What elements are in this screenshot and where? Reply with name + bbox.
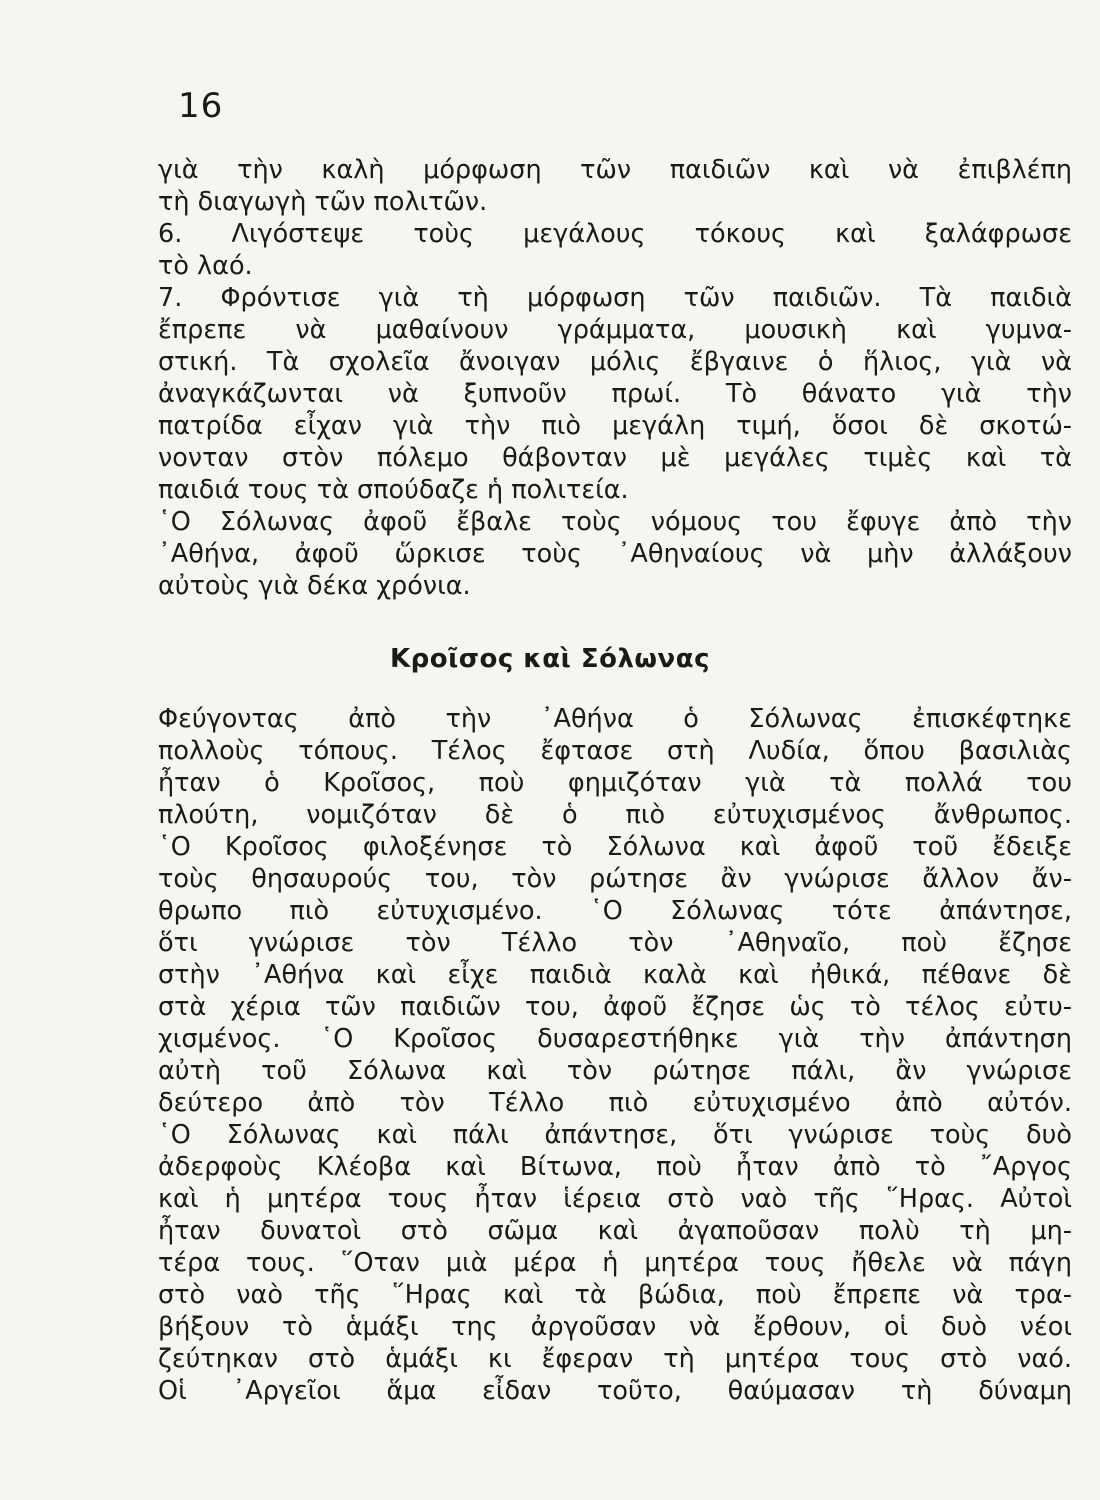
text-line: στὸ ναὸ τῆς ῞Ηρας καὶ τὰ βώδια, ποὺ ἔπρεπε νὰ τρα-: [158, 1280, 1072, 1310]
text-line: τὸ λαό.: [158, 251, 253, 281]
text-line: δεύτερο ἀπὸ τὸν Τέλλο πιὸ εὐτυχισμένο ἀπὸ αὐτόν.: [158, 1088, 1072, 1118]
text-line: τοὺς θησαυρούς του, τὸν ρώτησε ἂν γνώρισε ἄλλον ἄν-: [158, 864, 1072, 894]
text-line: καὶ ἡ μητέρα τους ἦταν ἱέρεια στὸ ναὸ τῆς ῞Ηρας. Αὐτοὶ: [158, 1184, 1072, 1214]
text-line: πλούτη, νομιζόταν δὲ ὁ πιὸ εὐτυχισμένος ἄνθρωπος.: [158, 800, 1072, 830]
text-line: ὅτι γνώρισε τὸν Τέλλο τὸν ᾿Αθηναῖο, ποὺ ἔζησε: [158, 928, 1072, 958]
text-line: πατρίδα εἶχαν γιὰ τὴν πιὸ μεγάλη τιμή, ὅσοι δὲ σκοτώ-: [158, 411, 1072, 441]
text-line: βήξουν τὸ ἁμάξι της ἀργοῦσαν νὰ ἔρθουν, οἱ δυὸ νέοι: [158, 1312, 1072, 1342]
text-line: ἦταν δυνατοὶ στὸ σῶμα καὶ ἀγαποῦσαν πολὺ τὴ μη-: [158, 1216, 1072, 1246]
text-line: παιδιά τους τὰ σπούδαζε ἡ πολιτεία.: [158, 475, 629, 505]
text-line: πολλοὺς τόπους. Τέλος ἔφτασε στὴ Λυδία, ὅπου βασιλιὰς: [158, 736, 1072, 766]
text-line: γιὰ τὴν καλὴ μόρφωση τῶν παιδιῶν καὶ νὰ ἐπιβλέπη: [158, 155, 1072, 185]
text-line: στὰ χέρια τῶν παιδιῶν του, ἀφοῦ ἔζησε ὡς τὸ τέλος εὐτυ-: [158, 992, 1072, 1022]
text-line: ζεύτηκαν στὸ ἁμάξι κι ἔφεραν τὴ μητέρα τους στὸ ναό.: [158, 1344, 1072, 1374]
body-text-top: [158, 154, 1072, 602]
section-heading: Κροῖσος καὶ Σόλωνας: [389, 644, 710, 674]
text-line: τέρα τους. ῞Οταν μιὰ μέρα ἡ μητέρα τους ἤθελε νὰ πάγη: [158, 1248, 1072, 1278]
text-line: ῾Ο Κροῖσος φιλοξένησε τὸ Σόλωνα καὶ ἀφοῦ τοῦ ἔδειξε: [158, 832, 1072, 862]
text-line: ῾Ο Σόλωνας ἀφοῦ ἔβαλε τοὺς νόμους του ἔφυγε ἀπὸ τὴν: [158, 507, 1072, 537]
text-line: ἔπρεπε νὰ μαθαίνουν γράμματα, μουσικὴ καὶ γυμνα-: [158, 315, 1072, 345]
text-line: ῾Ο Σόλωνας καὶ πάλι ἀπάντησε, ὅτι γνώρισε τοὺς δυὸ: [158, 1120, 1072, 1150]
body-text-bottom: [158, 703, 1072, 1407]
text-line: ἀναγκάζωνται νὰ ξυπνοῦν πρωί. Τὸ θάνατο γιὰ τὴν: [158, 379, 1072, 409]
text-line: θρωπο πιὸ εὐτυχισμένο. ῾Ο Σόλωνας τότε ἀπάντησε,: [158, 896, 1072, 926]
text-line: στική. Τὰ σχολεῖα ἄνοιγαν μόλις ἔβγαινε ὁ ἥλιος, γιὰ νὰ: [158, 347, 1072, 377]
text-line: 6. Λιγόστεψε τοὺς μεγάλους τόκους καὶ ξαλάφρωσε: [158, 219, 1072, 249]
text-line: αὐτὴ τοῦ Σόλωνα καὶ τὸν ρώτησε πάλι, ἂν γνώρισε: [158, 1056, 1072, 1086]
text-line: αὐτοὺς γιὰ δέκα χρόνια.: [158, 571, 471, 601]
text-line: στὴν ᾿Αθήνα καὶ εἶχε παιδιὰ καλὰ καὶ ἠθικά, πέθανε δὲ: [158, 960, 1072, 990]
text-line: Φεύγοντας ἀπὸ τὴν ᾿Αθήνα ὁ Σόλωνας ἐπισκέφτηκε: [158, 704, 1072, 734]
text-line: Οἱ ᾿Αργεῖοι ἅμα εἶδαν τοῦτο, θαύμασαν τὴ δύναμη: [158, 1376, 1072, 1406]
text-line: νονταν στὸν πόλεμο θάβονταν μὲ μεγάλες τιμὲς καὶ τὰ: [158, 443, 1072, 473]
text-line: τὴ διαγωγὴ τῶν πολιτῶν.: [158, 187, 488, 217]
page-number: 16: [178, 86, 224, 126]
text-line: ἀδερφοὺς Κλέοβα καὶ Βίτωνα, ποὺ ἦταν ἀπὸ τὸ ῎Αργος: [158, 1152, 1072, 1182]
text-line: χισμένος. ῾Ο Κροῖσος δυσαρεστήθηκε γιὰ τὴν ἀπάντηση: [158, 1024, 1072, 1054]
text-line: ᾿Αθήνα, ἀφοῦ ὥρκισε τοὺς ᾿Αθηναίους νὰ μὴν ἀλλάξουν: [158, 539, 1072, 569]
text-line: ἦταν ὁ Κροῖσος, ποὺ φημιζόταν γιὰ τὰ πολλά του: [158, 768, 1072, 798]
text-line: 7. Φρόντισε γιὰ τὴ μόρφωση τῶν παιδιῶν. Τὰ παιδιὰ: [158, 283, 1072, 313]
